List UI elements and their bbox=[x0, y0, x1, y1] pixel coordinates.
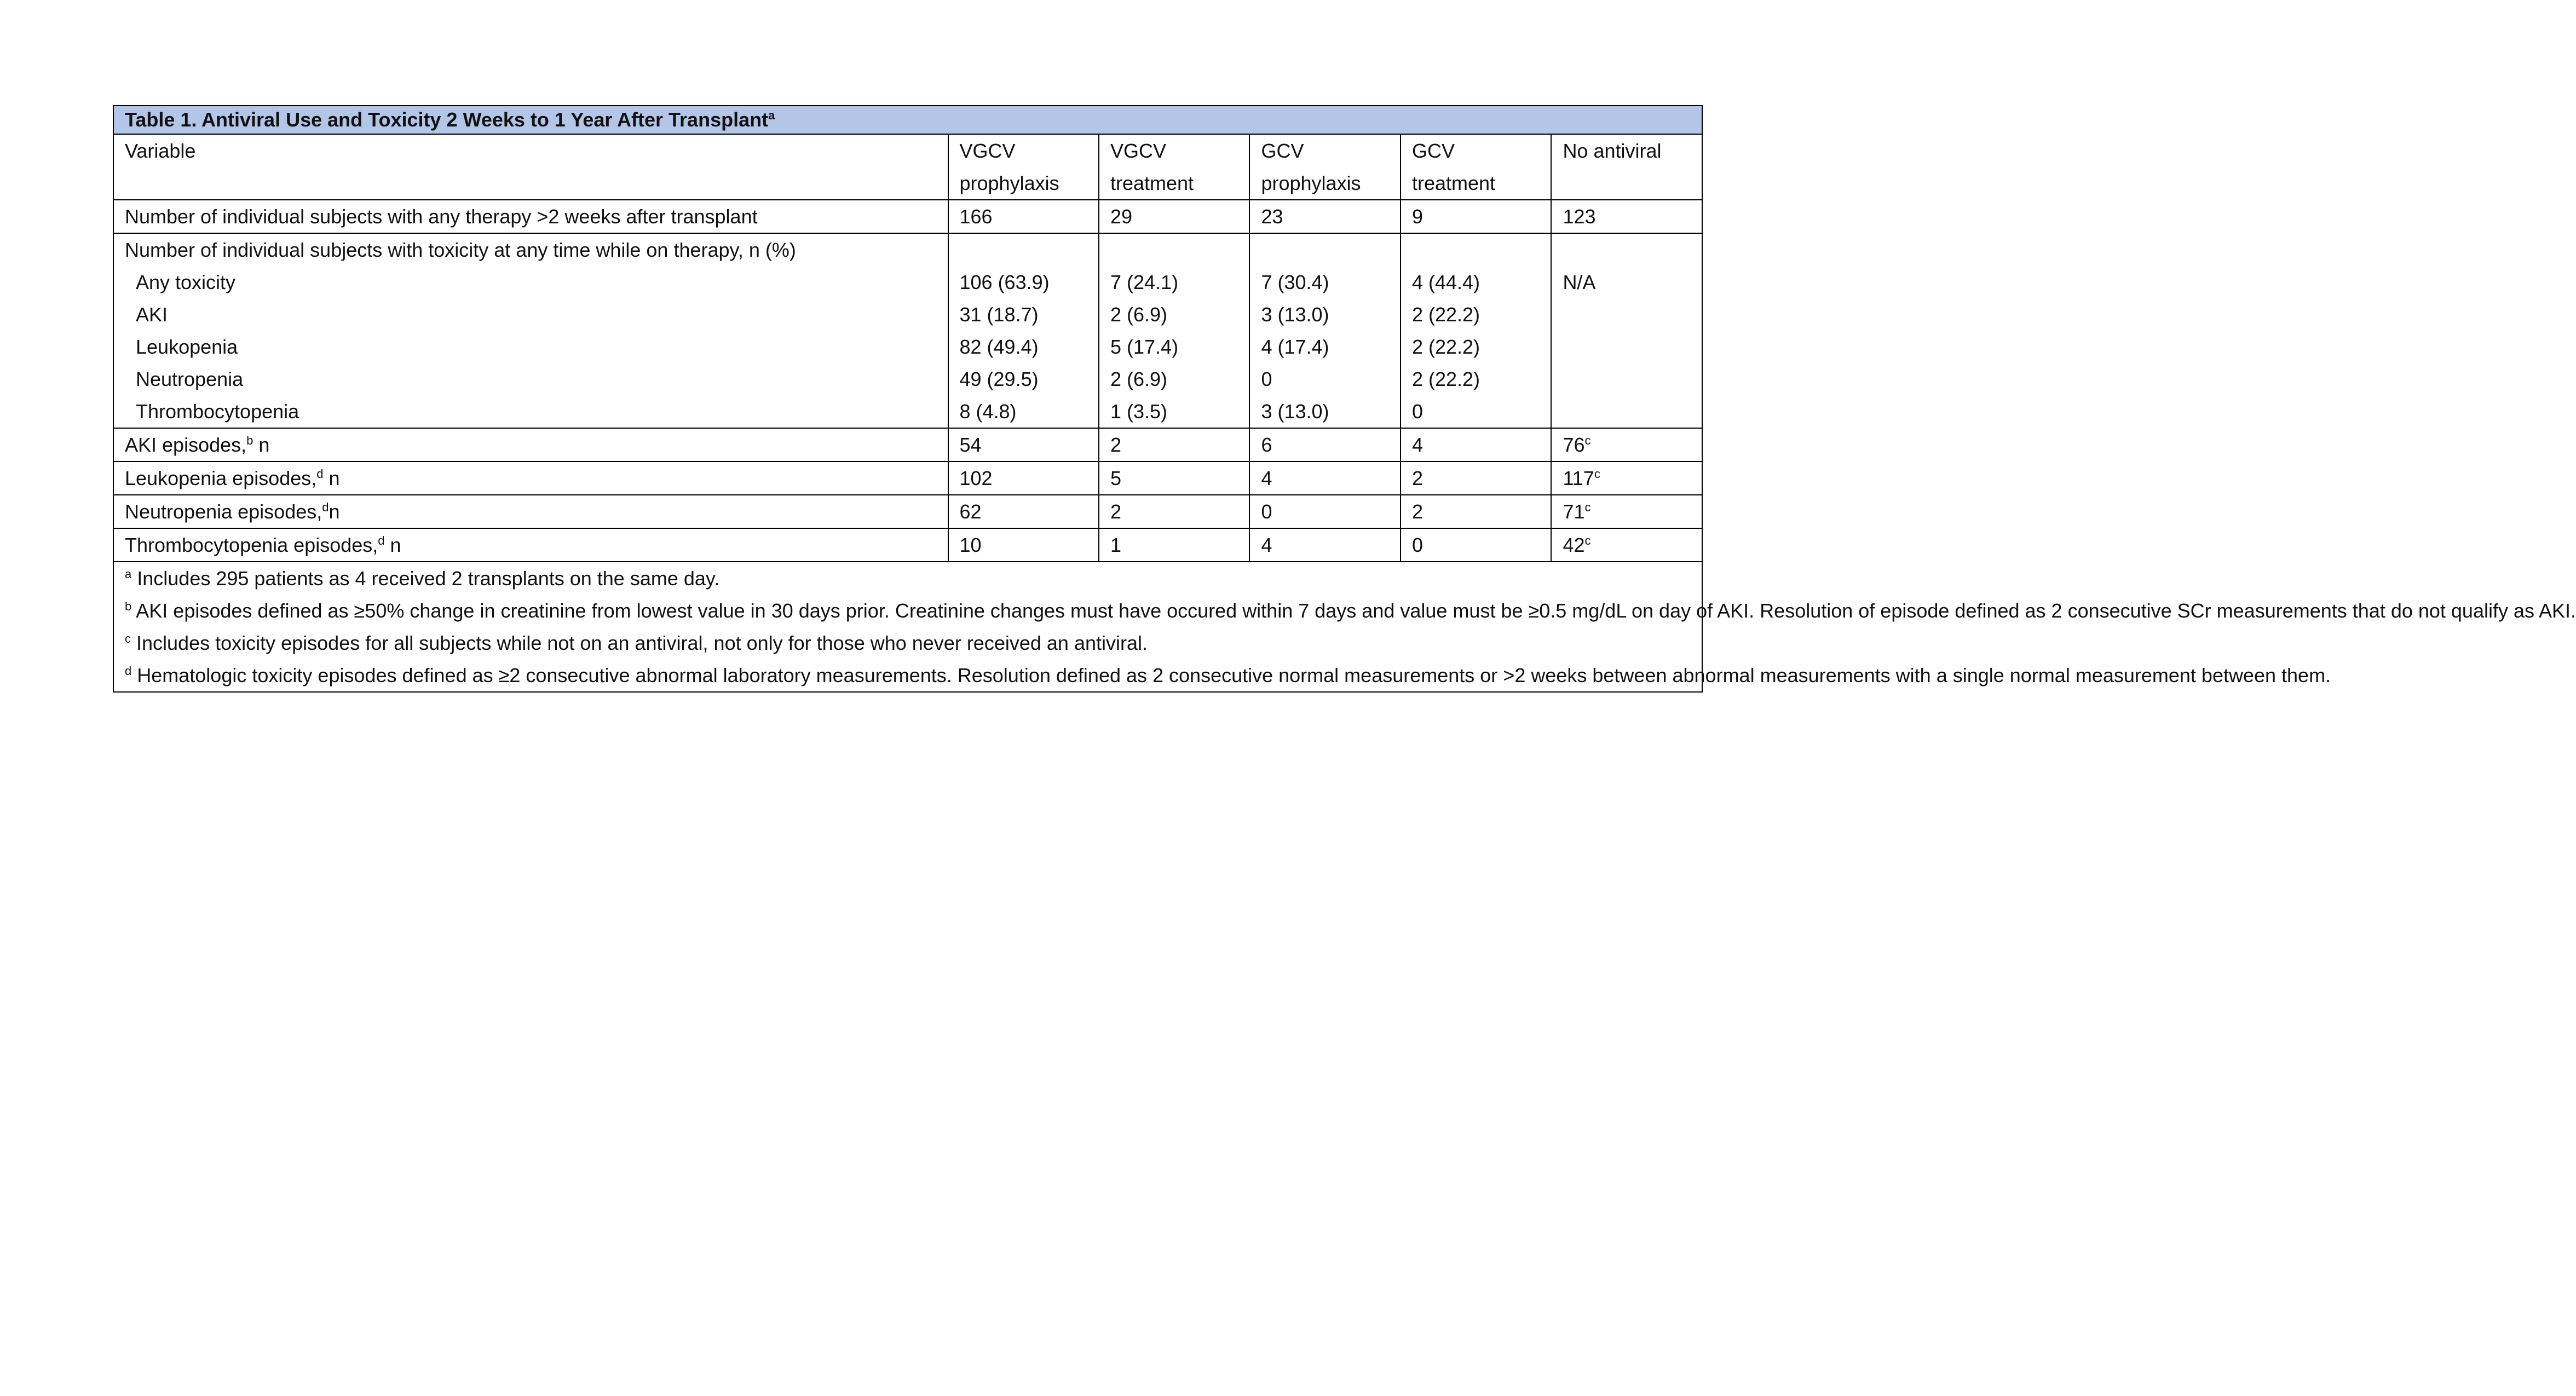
table-cell: 29 bbox=[1099, 200, 1249, 233]
table-cell: 4 (44.4) 2 (22.2) 2 (22.2) 2 (22.2) 0 bbox=[1401, 233, 1551, 428]
table-cell: 106 (63.9) 31 (18.7) 82 (49.4) 49 (29.5) 8 (4.8) bbox=[948, 233, 1099, 428]
table-cell: 2 bbox=[1099, 428, 1249, 462]
antiviral-toxicity-table bbox=[113, 105, 2576, 693]
header-gcv-treatment: GCV treatment bbox=[1401, 134, 1551, 200]
table-cell: 2 bbox=[1401, 462, 1551, 495]
table-row bbox=[113, 428, 1702, 462]
table-cell: 54 bbox=[948, 428, 1099, 462]
row-label: Leukopenia episodes,$^d$ n bbox=[113, 462, 948, 495]
table-cell: 4 bbox=[1249, 462, 1400, 495]
table-cell: 5 bbox=[1099, 462, 1249, 495]
row-label: Thrombocytopenia episodes,$^d$ n bbox=[113, 528, 948, 562]
footnote: $^b$ AKI episodes defined as ≥50% change in creatinine from lowest value in 30 days prior. Creatinine changes must have occured within 7 days and value must be ≥0.5 mg/dL on day of AKI. Resolution of episode defined as 2 consecutive SCr measurements that do not qualify as AKI. bbox=[125, 599, 2576, 622]
table-row bbox=[113, 462, 1702, 495]
table-cell: N/A bbox=[1551, 233, 1702, 428]
row-label: AKI episodes,$^b$ n bbox=[113, 428, 948, 462]
table-row bbox=[113, 495, 1702, 528]
footnote-mark: a bbox=[768, 108, 775, 122]
row-label: Neutropenia episodes,$^d$n bbox=[113, 495, 948, 528]
table-row-toxicity-block bbox=[113, 233, 1702, 428]
table-cell: 117$^c$ bbox=[1551, 462, 1702, 495]
table-title: Table 1. Antiviral Use and Toxicity 2 Weeks to 1 Year After Transplant$^a$ bbox=[113, 106, 1702, 134]
table-cell: 71$^c$ bbox=[1551, 495, 1702, 528]
table-cell: 2 bbox=[1401, 495, 1551, 528]
table-cell: 42$^c$ bbox=[1551, 528, 1702, 562]
table-cell: 23 bbox=[1249, 200, 1400, 233]
table-cell: 2 bbox=[1099, 495, 1249, 528]
header-vgcv-treatment: VGCV treatment bbox=[1099, 134, 1249, 200]
table-cell: 6 bbox=[1249, 428, 1400, 462]
table-cell: 76$^c$ bbox=[1551, 428, 1702, 462]
table-row bbox=[113, 528, 1702, 562]
table-cell: 166 bbox=[948, 200, 1099, 233]
header-variable: Variable bbox=[113, 134, 948, 200]
table-cell: 7 (24.1) 2 (6.9) 5 (17.4) 2 (6.9) 1 (3.5) bbox=[1099, 233, 1249, 428]
row-label: Number of individual subjects with any therapy >2 weeks after transplant bbox=[113, 200, 948, 233]
row-label: Number of individual subjects with toxicity at any time while on therapy, n (%) Any toxicity AKI Leukopenia Neutropenia Thrombocytopenia bbox=[113, 233, 948, 428]
table-cell: 62 bbox=[948, 495, 1099, 528]
table-cell: 10 bbox=[948, 528, 1099, 562]
header-row bbox=[113, 134, 1702, 200]
table-cell: 0 bbox=[1249, 495, 1400, 528]
footnote: $^a$ Includes 295 patients as 4 received 2 transplants on the same day. bbox=[125, 567, 720, 590]
header-no-antiviral: No antiviral bbox=[1551, 134, 1702, 200]
header-vgcv-prophylaxis: VGCV prophylaxis bbox=[948, 134, 1099, 200]
table-cell: 4 bbox=[1249, 528, 1400, 562]
footnotes-row bbox=[113, 562, 1702, 692]
table-cell: 102 bbox=[948, 462, 1099, 495]
header-gcv-prophylaxis: GCV prophylaxis bbox=[1249, 134, 1400, 200]
footnote: $^d$ Hematologic toxicity episodes defined as ≥2 consecutive abnormal laboratory measurements. Resolution defined as 2 consecutive normal measurements or >2 weeks between abnormal measurements with a single normal measurement between them. bbox=[125, 664, 2331, 687]
table-cell: 9 bbox=[1401, 200, 1551, 233]
table-cell: 123 bbox=[1551, 200, 1702, 233]
footnote: $^c$ Includes toxicity episodes for all subjects while not on an antiviral, not only for those who never received an antiviral. bbox=[125, 632, 1148, 654]
table-row bbox=[113, 200, 1702, 233]
table-cell: 4 bbox=[1401, 428, 1551, 462]
table-footnotes bbox=[113, 562, 2576, 692]
table-title-row bbox=[113, 106, 1702, 134]
table-cell: 1 bbox=[1099, 528, 1249, 562]
table-cell: 7 (30.4) 3 (13.0) 4 (17.4) 0 3 (13.0) bbox=[1249, 233, 1400, 428]
table-cell: 0 bbox=[1401, 528, 1551, 562]
